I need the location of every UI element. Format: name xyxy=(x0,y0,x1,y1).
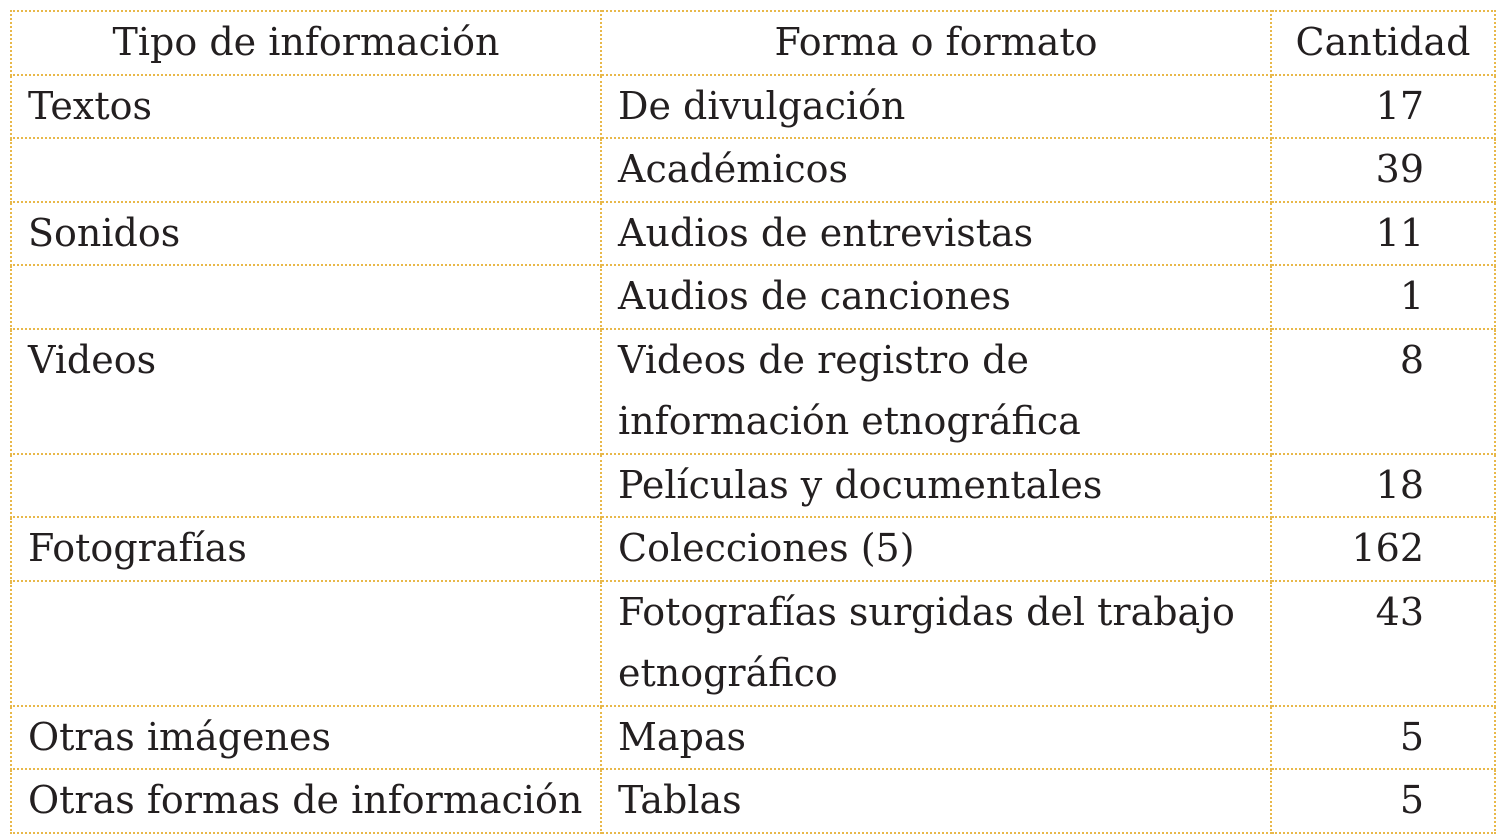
cell-type: Fotografías xyxy=(11,517,601,581)
header-format: Forma o formato xyxy=(601,11,1271,75)
cell-quantity: 43 xyxy=(1271,581,1495,706)
cell-format: De divulgación xyxy=(601,75,1271,139)
cell-quantity: 39 xyxy=(1271,138,1495,202)
cell-format: Académicos xyxy=(601,138,1271,202)
cell-format: Películas y documentales xyxy=(601,454,1271,518)
table-row xyxy=(11,75,1495,139)
table-row xyxy=(11,517,1495,581)
cell-quantity: 11 xyxy=(1271,202,1495,266)
cell-format: Videos de registro de información etnográfica xyxy=(601,329,1271,454)
cell-type xyxy=(11,454,601,518)
cell-type: Videos xyxy=(11,329,601,454)
table-row xyxy=(11,706,1495,770)
cell-format: Tablas xyxy=(601,769,1271,833)
cell-quantity: 17 xyxy=(1271,75,1495,139)
cell-quantity: 5 xyxy=(1271,706,1495,770)
cell-type: Textos xyxy=(11,75,601,139)
cell-type xyxy=(11,265,601,329)
table-row xyxy=(11,265,1495,329)
cell-format: Fotografías surgidas del trabajo etnográfico xyxy=(601,581,1271,706)
table-row xyxy=(11,202,1495,266)
cell-format: Mapas xyxy=(601,706,1271,770)
table-row xyxy=(11,769,1495,833)
cell-type xyxy=(11,581,601,706)
cell-format: Audios de entrevistas xyxy=(601,202,1271,266)
header-quantity: Cantidad xyxy=(1271,11,1495,75)
cell-format: Colecciones (5) xyxy=(601,517,1271,581)
table-row xyxy=(11,329,1495,454)
cell-format: Audios de canciones xyxy=(601,265,1271,329)
cell-type: Sonidos xyxy=(11,202,601,266)
table-header-row xyxy=(11,11,1495,75)
table-row xyxy=(11,581,1495,706)
header-type: Tipo de información xyxy=(11,11,601,75)
cell-quantity: 8 xyxy=(1271,329,1495,454)
table-row xyxy=(11,454,1495,518)
cell-type xyxy=(11,138,601,202)
document-page xyxy=(10,10,1494,834)
information-types-table xyxy=(10,10,1496,834)
cell-type: Otras formas de información xyxy=(11,769,601,833)
cell-type: Otras imágenes xyxy=(11,706,601,770)
cell-quantity: 162 xyxy=(1271,517,1495,581)
cell-quantity: 1 xyxy=(1271,265,1495,329)
cell-quantity: 18 xyxy=(1271,454,1495,518)
table-row xyxy=(11,138,1495,202)
cell-quantity: 5 xyxy=(1271,769,1495,833)
